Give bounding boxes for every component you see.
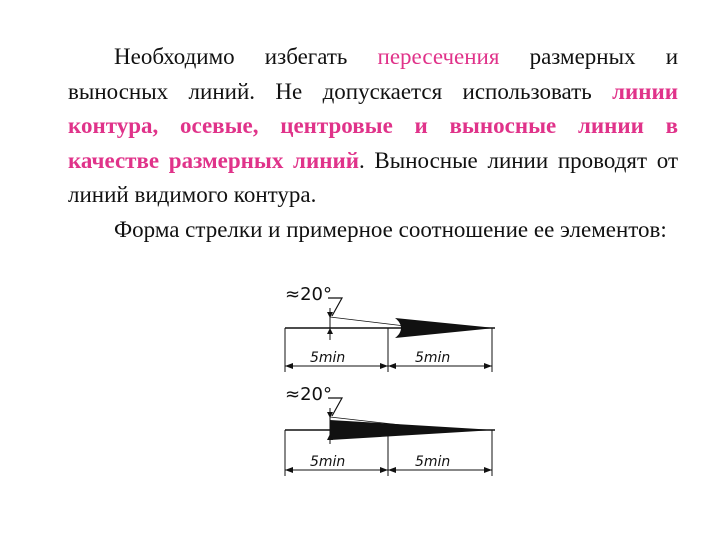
arrow-diagram-1 xyxy=(270,280,500,380)
lower-arrow-l2 xyxy=(388,467,396,473)
highlight-contour-lines: линии контура, осевые, центровые и выносные линии в качестве размерных линий xyxy=(68,78,678,173)
arrowhead xyxy=(395,318,495,338)
dim-label-right: 5min xyxy=(415,454,451,470)
lower-arrow-r1 xyxy=(380,467,388,473)
paragraph1-part2: размерных и выносных линий. Не допускается использовать xyxy=(68,44,678,104)
lower-arrow-r1 xyxy=(380,363,388,369)
highlight-intersection: пересечения xyxy=(377,44,500,69)
dim-label-right: 5min xyxy=(415,350,451,366)
lower-arrow-l1 xyxy=(285,467,293,473)
arrow-diagram-2 xyxy=(270,380,500,480)
paragraph-arrow-shape xyxy=(68,213,678,248)
angle-label: ≈20° xyxy=(285,284,332,305)
paragraph1-part3: . Выносные линии проводят от линий видимого контура. xyxy=(68,147,678,207)
angle-ray-line xyxy=(330,317,405,326)
arrowhead xyxy=(330,420,495,440)
paragraph2-text: Форма стрелки и примерное соотношение ее элементов: xyxy=(114,216,667,242)
paragraph1-part1: Необходимо избегать xyxy=(114,44,378,69)
paragraph-dimension-rules xyxy=(68,40,678,213)
dim-label-left: 5min xyxy=(310,454,346,470)
height-arrow-bottom xyxy=(327,328,333,334)
lower-arrow-r2 xyxy=(484,467,492,473)
angle-label: ≈20° xyxy=(285,384,332,405)
lower-arrow-r2 xyxy=(484,363,492,369)
lower-arrow-l2 xyxy=(388,363,396,369)
dim-label-left: 5min xyxy=(310,350,346,366)
lower-arrow-l1 xyxy=(285,363,293,369)
text-block xyxy=(68,40,678,247)
